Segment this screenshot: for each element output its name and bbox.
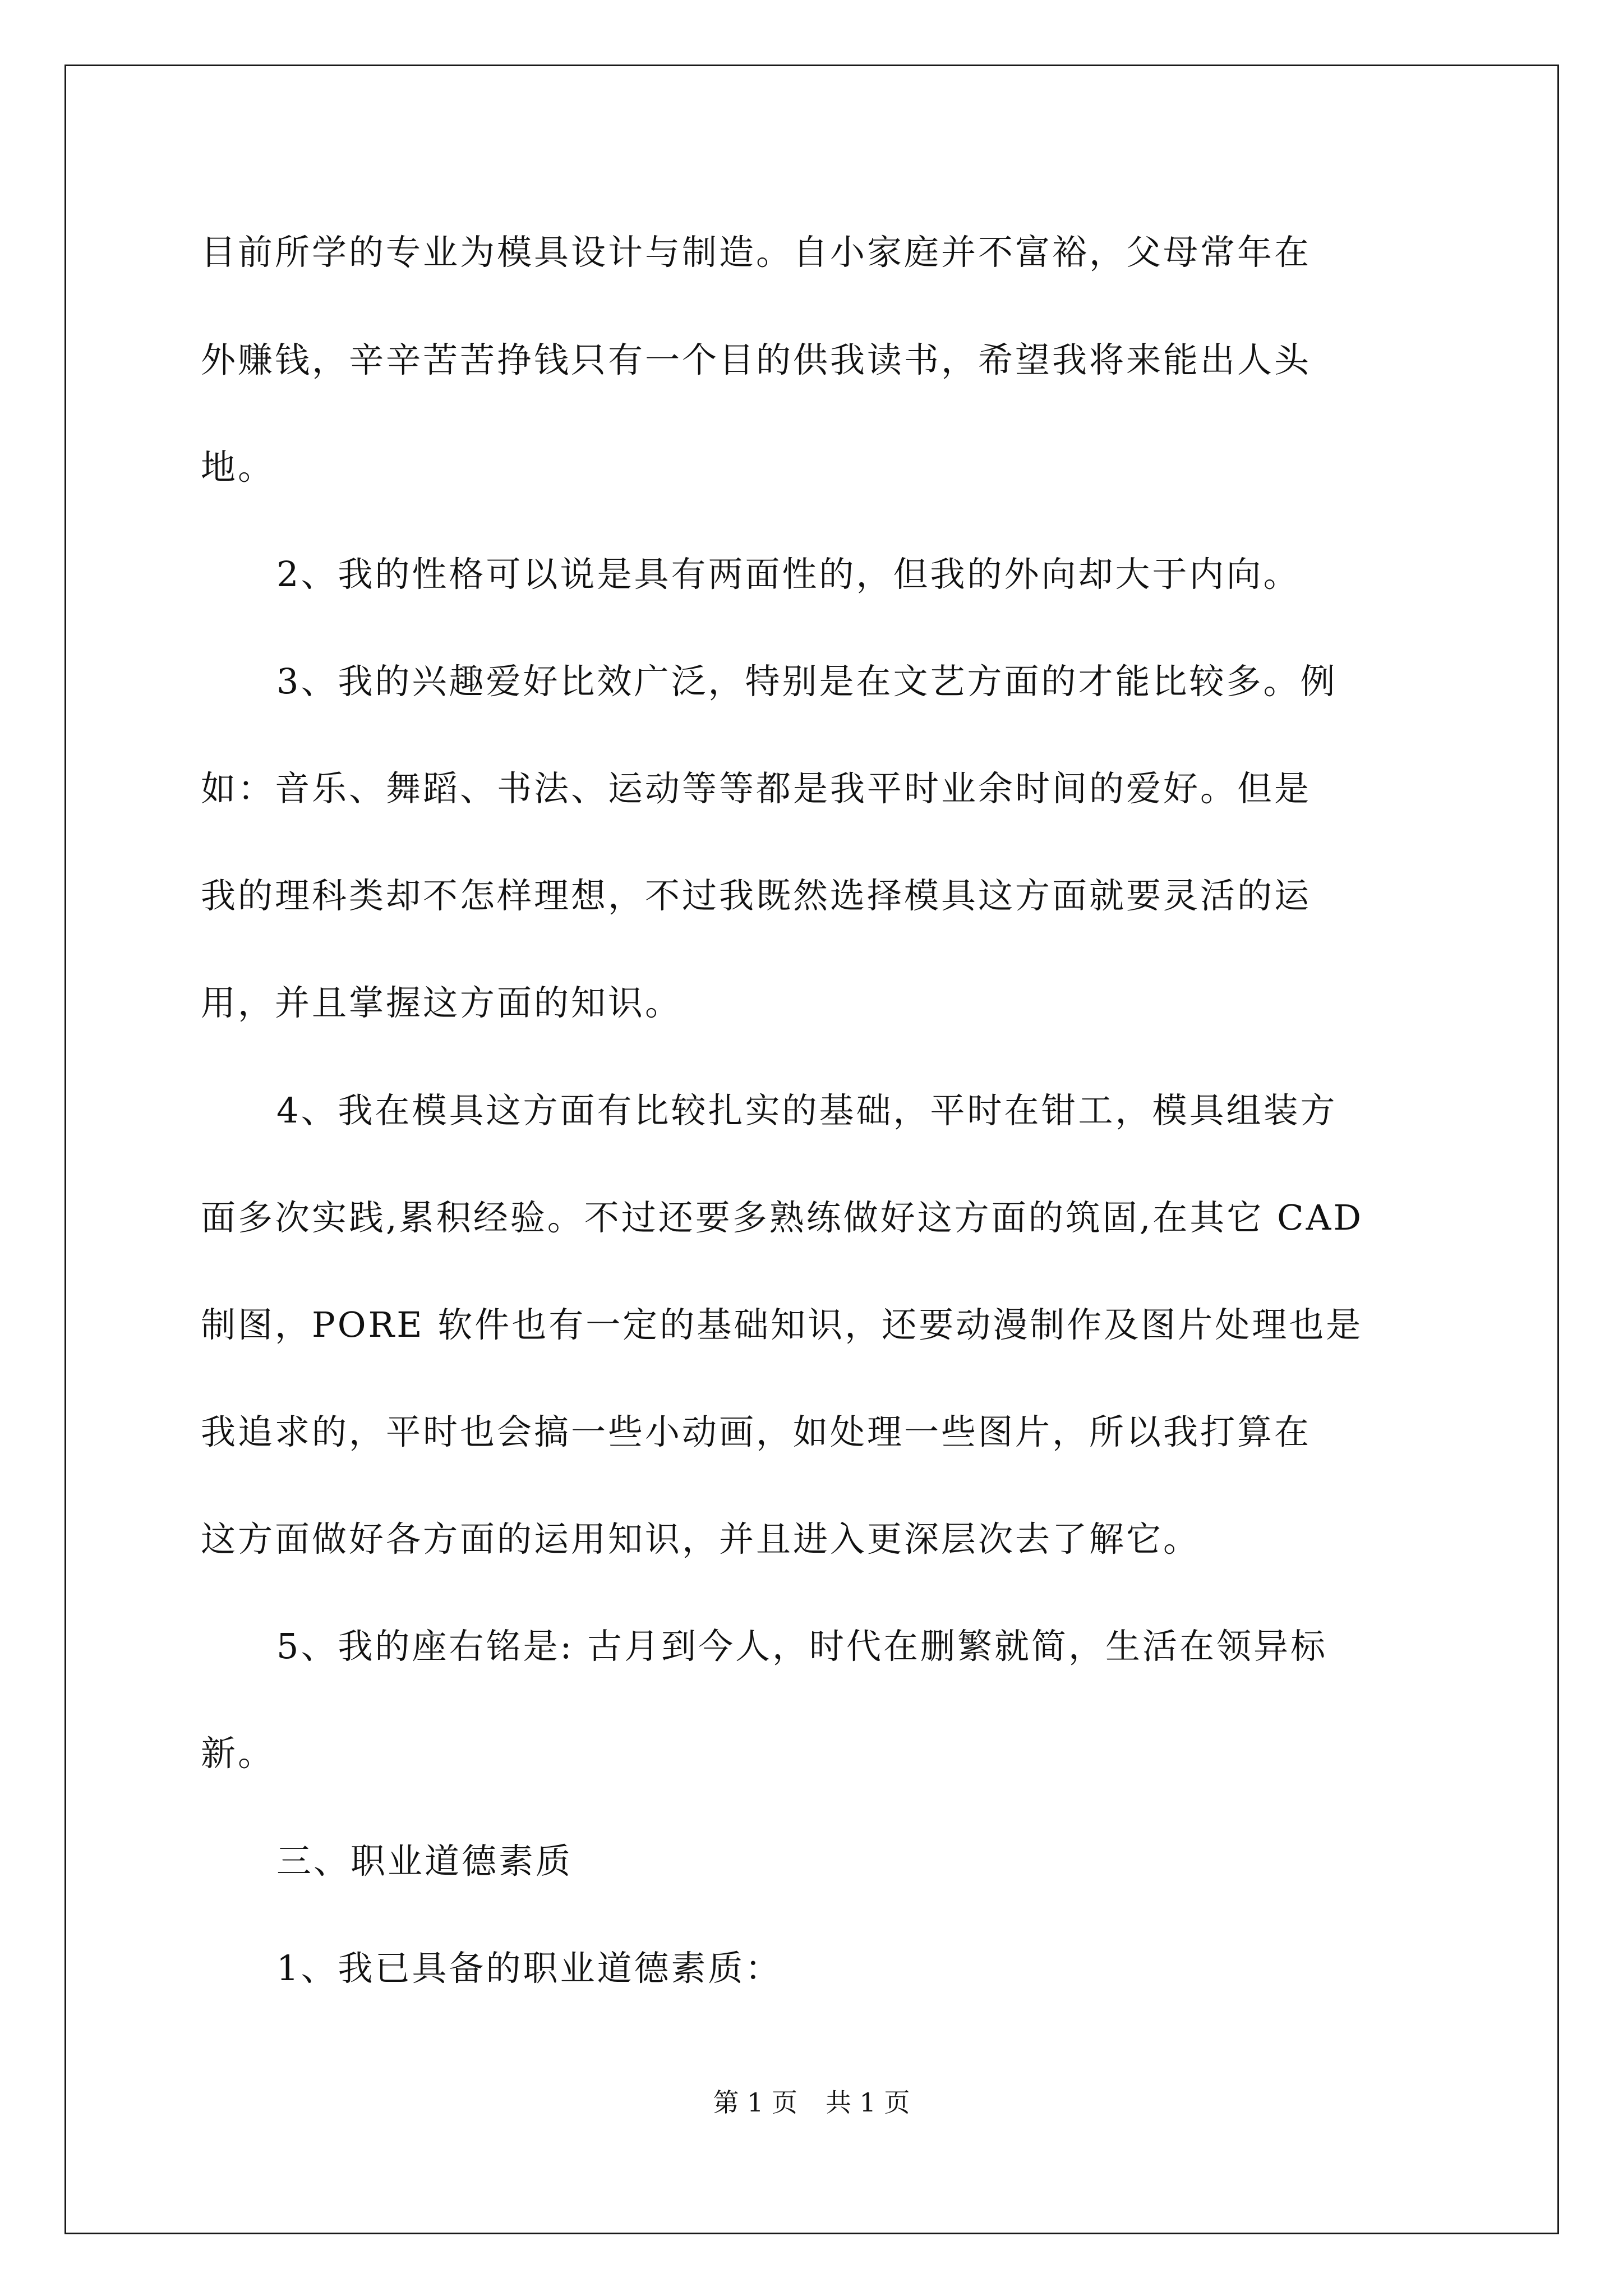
section-heading: 三、职业道德素质 bbox=[276, 1841, 573, 1881]
body-line-12: 我追求的，平时也会搞一些小动画，如处理一些图片，所以我打算在 bbox=[201, 1411, 1312, 1452]
body-line-13: 这方面做好各方面的运用知识，并且进入更深层次去了解它。 bbox=[201, 1519, 1201, 1559]
body-line-15: 新。 bbox=[201, 1733, 275, 1774]
body-line-10: 面多次实践,累积经验。不过还要多熟练做好这方面的筑固,在其它 CAD bbox=[201, 1197, 1364, 1238]
page-number-total: 共 1 页 bbox=[826, 2087, 910, 2118]
body-line-17: 1、我已具备的职业道德素质： bbox=[276, 1948, 782, 1989]
page-number-current: 第 1 页 bbox=[713, 2087, 797, 2118]
page-footer bbox=[0, 2086, 1623, 2119]
body-line-11: 制图，PORE 软件也有一定的基础知识，还要动漫制作及图片处理也是 bbox=[201, 1304, 1363, 1345]
body-line-2: 外赚钱，辛辛苦苦挣钱只有一个目的供我读书，希望我将来能出人头 bbox=[201, 339, 1312, 380]
body-line-9: 4、我在模具这方面有比较扎实的基础，平时在钳工，模具组装方 bbox=[276, 1090, 1338, 1131]
body-line-6: 如：音乐、舞蹈、书法、运动等等都是我平时业余时间的爱好。但是 bbox=[201, 768, 1312, 809]
body-line-1: 目前所学的专业为模具设计与制造。自小家庭并不富裕，父母常年在 bbox=[201, 232, 1312, 273]
body-line-7: 我的理科类却不怎样理想，不过我既然选择模具这方面就要灵活的运 bbox=[201, 875, 1312, 916]
body-line-14: 5、我的座右铭是: 古月到今人，时代在删繁就简，生活在领异标 bbox=[276, 1626, 1328, 1667]
body-line-5: 3、我的兴趣爱好比效广泛，特别是在文艺方面的才能比较多。例 bbox=[276, 661, 1338, 702]
body-line-8: 用，并且掌握这方面的知识。 bbox=[201, 982, 683, 1023]
body-line-3: 地。 bbox=[201, 447, 275, 487]
page-border bbox=[64, 65, 1559, 2234]
body-line-4: 2、我的性格可以说是具有两面性的，但我的外向却大于内向。 bbox=[276, 554, 1301, 595]
